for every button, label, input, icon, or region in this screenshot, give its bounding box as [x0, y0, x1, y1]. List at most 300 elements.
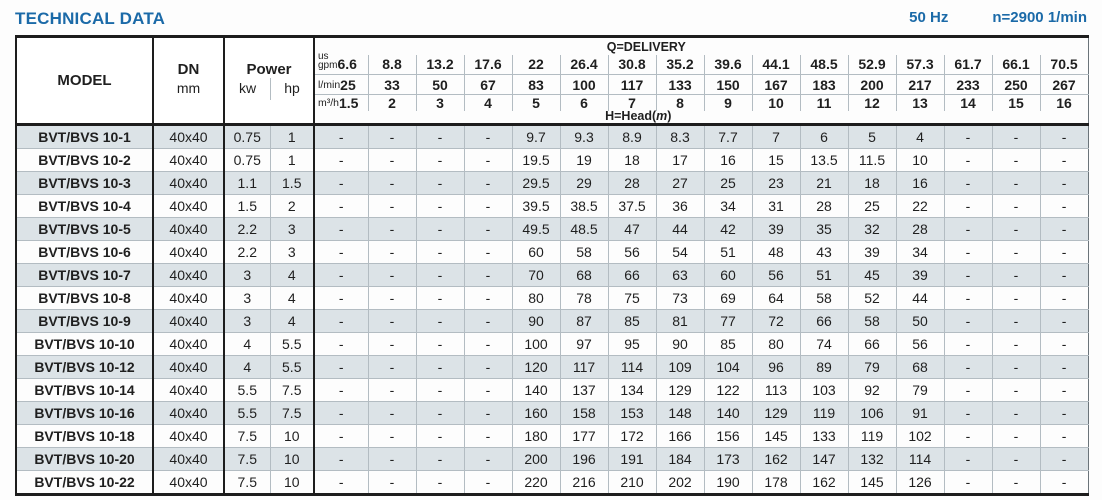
head-value-cell: - [1040, 401, 1088, 424]
delivery-m3h-unit-cell [315, 95, 368, 111]
head-value-cell: 80 [512, 286, 560, 309]
delivery-lmin-value: 250 [992, 75, 1040, 95]
head-value-cell: - [464, 424, 512, 447]
delivery-m3h-value: 5 [512, 95, 560, 112]
delivery-m3h-value: 6 [560, 95, 608, 112]
head-value-cell: 7.7 [704, 124, 752, 148]
head-value-cell: 10 [896, 148, 944, 171]
model-cell: BVT/BVS 10-18 [16, 424, 153, 447]
delivery-m3h-value: 11 [800, 95, 848, 112]
kw-cell: 7.5 [224, 470, 270, 494]
head-value-cell: 166 [656, 424, 704, 447]
head-value-cell: - [464, 124, 512, 148]
top-bar [0, 0, 1102, 35]
table-row [16, 124, 1088, 148]
head-value-cell: - [992, 171, 1040, 194]
head-value-cell: 160 [512, 401, 560, 424]
table-header [16, 37, 1088, 125]
head-value-cell: - [1040, 378, 1088, 401]
head-value-cell: - [944, 424, 992, 447]
kw-cell: 5.5 [224, 378, 270, 401]
delivery-gpm-value: 57.3 [896, 55, 944, 75]
dn-cell: 40x40 [153, 263, 224, 286]
head-value-cell: - [416, 217, 464, 240]
head-value-cell: 6 [800, 124, 848, 148]
head-value-cell: 56 [896, 332, 944, 355]
head-value-cell: 25 [848, 194, 896, 217]
head-value-cell: - [314, 217, 368, 240]
head-value-cell: 191 [608, 447, 656, 470]
head-value-cell: 32 [848, 217, 896, 240]
head-value-cell: - [368, 355, 416, 378]
head-value-cell: - [464, 286, 512, 309]
head-value-cell: 140 [704, 401, 752, 424]
hp-cell: 5.5 [270, 355, 314, 378]
table-row [16, 355, 1088, 378]
head-value-cell: - [368, 309, 416, 332]
head-value-cell: 85 [608, 309, 656, 332]
head-value-cell: - [992, 124, 1040, 148]
head-value-cell: 37.5 [608, 194, 656, 217]
head-value-cell: 129 [656, 378, 704, 401]
head-value-cell: 216 [560, 470, 608, 494]
delivery-gpm-value: 66.1 [992, 55, 1040, 75]
head-value-cell: 52 [848, 286, 896, 309]
kw-cell: 2.2 [224, 240, 270, 263]
head-value-cell: 56 [752, 263, 800, 286]
model-cell: BVT/BVS 10-14 [16, 378, 153, 401]
dn-cell: 40x40 [153, 378, 224, 401]
head-value-cell: - [464, 401, 512, 424]
head-value-cell: - [1040, 194, 1088, 217]
head-value-cell: - [1040, 286, 1088, 309]
head-value-cell: 137 [560, 378, 608, 401]
delivery-section-label: Q=DELIVERY [606, 39, 686, 54]
technical-data-table [15, 35, 1089, 496]
delivery-lmin-value: 33 [368, 75, 416, 95]
head-value-cell: 60 [704, 263, 752, 286]
head-value-cell: 28 [896, 217, 944, 240]
head-value-cell: - [314, 447, 368, 470]
head-value-cell: - [416, 194, 464, 217]
head-value-cell: 190 [704, 470, 752, 494]
head-value-cell: - [368, 470, 416, 494]
delivery-lmin-first-value: 25 [340, 76, 356, 93]
table-row [16, 309, 1088, 332]
head-value-cell: 89 [800, 355, 848, 378]
head-value-cell: - [464, 378, 512, 401]
kw-cell: 3 [224, 263, 270, 286]
power-column-header [224, 37, 314, 125]
dn-cell: 40x40 [153, 148, 224, 171]
model-cell: BVT/BVS 10-5 [16, 217, 153, 240]
head-value-cell: - [992, 217, 1040, 240]
head-value-cell: 39.5 [512, 194, 560, 217]
head-value-cell: 23 [752, 171, 800, 194]
table-row [16, 470, 1088, 494]
head-section-label: H=Head(m) [605, 109, 672, 123]
head-value-cell: - [416, 286, 464, 309]
lmin-unit-label: l/min [318, 78, 341, 91]
table-row [16, 332, 1088, 355]
head-value-cell: 47 [608, 217, 656, 240]
head-value-cell: 9.3 [560, 124, 608, 148]
head-value-cell: 63 [656, 263, 704, 286]
dn-cell: 40x40 [153, 194, 224, 217]
delivery-gpm-value: 48.5 [800, 55, 848, 75]
delivery-gpm-value: 17.6 [464, 55, 512, 75]
hp-cell: 10 [270, 424, 314, 447]
head-value-cell: - [314, 378, 368, 401]
delivery-gpm-value: 35.2 [656, 55, 704, 75]
head-value-cell: - [944, 194, 992, 217]
head-value-cell: - [368, 447, 416, 470]
head-value-cell: - [416, 378, 464, 401]
head-value-cell: - [464, 217, 512, 240]
head-value-cell: 16 [896, 171, 944, 194]
head-value-cell: - [416, 424, 464, 447]
kw-cell: 5.5 [224, 401, 270, 424]
head-value-cell: 103 [800, 378, 848, 401]
table-row [16, 217, 1088, 240]
head-value-cell: 66 [800, 309, 848, 332]
head-value-cell: 129 [752, 401, 800, 424]
hp-cell: 4 [270, 263, 314, 286]
head-value-cell: - [314, 309, 368, 332]
head-value-cell: 75 [608, 286, 656, 309]
head-value-cell: - [416, 171, 464, 194]
head-value-cell: - [464, 332, 512, 355]
model-cell: BVT/BVS 10-8 [16, 286, 153, 309]
kw-cell: 7.5 [224, 424, 270, 447]
head-value-cell: 184 [656, 447, 704, 470]
head-value-cell: 180 [512, 424, 560, 447]
head-value-cell: 9.7 [512, 124, 560, 148]
head-value-cell: 122 [704, 378, 752, 401]
kw-cell: 2.2 [224, 217, 270, 240]
head-value-cell: - [944, 263, 992, 286]
head-value-cell: 17 [656, 148, 704, 171]
head-value-cell: - [314, 171, 368, 194]
head-value-cell: 7 [752, 124, 800, 148]
head-value-cell: 120 [512, 355, 560, 378]
head-value-cell: - [992, 263, 1040, 286]
head-value-cell: - [1040, 217, 1088, 240]
dn-cell: 40x40 [153, 447, 224, 470]
head-value-cell: 78 [560, 286, 608, 309]
hp-cell: 1 [270, 148, 314, 171]
gpm-label: gpm [318, 59, 338, 71]
head-value-cell: 113 [752, 378, 800, 401]
table-row [16, 171, 1088, 194]
head-value-cell: - [1040, 148, 1088, 171]
head-value-cell: 8.3 [656, 124, 704, 148]
dn-cell: 40x40 [153, 424, 224, 447]
dn-label: DN [177, 60, 200, 78]
head-value-cell: - [944, 355, 992, 378]
head-value-cell: - [314, 470, 368, 494]
delivery-lmin-value: 100 [560, 75, 608, 95]
model-cell: BVT/BVS 10-12 [16, 355, 153, 378]
delivery-lmin-value: 117 [608, 75, 656, 95]
head-value-cell: - [992, 401, 1040, 424]
head-value-cell: - [944, 240, 992, 263]
delivery-m3h-value: 7 [608, 95, 656, 112]
head-value-cell: 79 [848, 355, 896, 378]
head-value-cell: - [314, 194, 368, 217]
head-value-cell: 68 [896, 355, 944, 378]
head-value-cell: 25 [704, 171, 752, 194]
hp-cell: 5.5 [270, 332, 314, 355]
delivery-m3h-value: 14 [944, 95, 992, 112]
table-row [16, 401, 1088, 424]
delivery-m3h-value: 8 [656, 95, 704, 112]
head-value-cell: 8.9 [608, 124, 656, 148]
head-value-cell: 109 [656, 355, 704, 378]
head-value-cell: 119 [800, 401, 848, 424]
model-cell: BVT/BVS 10-9 [16, 309, 153, 332]
table-body [16, 124, 1088, 494]
dn-cell: 40x40 [153, 401, 224, 424]
head-value-cell: 80 [752, 332, 800, 355]
head-value-cell: 43 [800, 240, 848, 263]
head-value-cell: 66 [608, 263, 656, 286]
head-value-cell: 210 [608, 470, 656, 494]
head-value-cell: 21 [800, 171, 848, 194]
model-cell: BVT/BVS 10-7 [16, 263, 153, 286]
head-value-cell: 66 [848, 332, 896, 355]
head-value-cell: - [416, 332, 464, 355]
head-value-cell: - [314, 401, 368, 424]
head-value-cell: - [944, 124, 992, 148]
head-value-cell: 11.5 [848, 148, 896, 171]
model-cell: BVT/BVS 10-4 [16, 194, 153, 217]
kw-cell: 1.1 [224, 171, 270, 194]
delivery-gpm-value [314, 50, 368, 75]
head-value-cell: - [464, 447, 512, 470]
head-value-cell: 96 [752, 355, 800, 378]
head-value-cell: - [416, 309, 464, 332]
model-column-header: MODEL [16, 37, 153, 125]
delivery-lmin-value: 67 [464, 75, 512, 95]
head-value-cell: - [368, 401, 416, 424]
head-value-cell: 5 [848, 124, 896, 148]
head-value-cell: - [944, 470, 992, 494]
head-value-cell: - [944, 217, 992, 240]
head-value-cell: - [464, 355, 512, 378]
dn-cell: 40x40 [153, 309, 224, 332]
table-row [16, 148, 1088, 171]
head-value-cell: - [944, 447, 992, 470]
head-value-cell: 77 [704, 309, 752, 332]
head-value-cell: 39 [752, 217, 800, 240]
head-value-cell: 70 [512, 263, 560, 286]
delivery-gpm-value: 30.8 [608, 55, 656, 75]
head-value-cell: 85 [704, 332, 752, 355]
m3h-unit-label: m³/h [318, 97, 339, 109]
head-value-cell: - [368, 263, 416, 286]
head-value-cell: - [314, 124, 368, 148]
head-value-cell: 87 [560, 309, 608, 332]
head-value-cell: 162 [752, 447, 800, 470]
head-value-cell: 106 [848, 401, 896, 424]
hp-cell: 7.5 [270, 378, 314, 401]
delivery-lmin-value: 233 [944, 75, 992, 95]
model-cell: BVT/BVS 10-16 [16, 401, 153, 424]
head-value-cell: - [1040, 263, 1088, 286]
head-value-cell: - [944, 171, 992, 194]
head-value-cell: 39 [896, 263, 944, 286]
head-value-cell: 38.5 [560, 194, 608, 217]
delivery-gpm-value: 26.4 [560, 55, 608, 75]
head-value-cell: 44 [656, 217, 704, 240]
head-value-cell: - [368, 332, 416, 355]
table-row [16, 424, 1088, 447]
head-value-cell: - [416, 401, 464, 424]
hp-cell: 3 [270, 240, 314, 263]
head-value-cell: 15 [752, 148, 800, 171]
head-value-cell: - [314, 332, 368, 355]
delivery-gpm-value: 61.7 [944, 55, 992, 75]
head-value-cell: 81 [656, 309, 704, 332]
dn-column-header [153, 37, 224, 125]
head-value-cell: 126 [896, 470, 944, 494]
head-value-cell: - [464, 240, 512, 263]
head-value-cell: - [416, 447, 464, 470]
head-value-cell: 132 [848, 447, 896, 470]
head-value-cell: 22 [896, 194, 944, 217]
head-value-cell: 56 [608, 240, 656, 263]
head-value-cell: - [464, 171, 512, 194]
table-row [16, 447, 1088, 470]
delivery-lmin-value: 200 [848, 75, 896, 95]
head-value-cell: - [1040, 240, 1088, 263]
head-value-cell: 156 [704, 424, 752, 447]
head-value-cell: - [944, 286, 992, 309]
table-row [16, 240, 1088, 263]
hp-cell: 1 [270, 124, 314, 148]
head-value-cell: - [944, 401, 992, 424]
head-value-cell: 162 [800, 470, 848, 494]
head-value-cell: - [314, 424, 368, 447]
head-value-cell: 48 [752, 240, 800, 263]
head-value-cell: - [416, 124, 464, 148]
head-value-cell: 95 [608, 332, 656, 355]
head-value-cell: 74 [800, 332, 848, 355]
head-value-cell: 97 [560, 332, 608, 355]
head-value-cell: 42 [704, 217, 752, 240]
head-value-cell: 134 [608, 378, 656, 401]
head-value-cell: 148 [656, 401, 704, 424]
head-value-cell: - [1040, 447, 1088, 470]
delivery-gpm-value: 39.6 [704, 55, 752, 75]
head-value-cell: 48.5 [560, 217, 608, 240]
delivery-lmin-value: 150 [704, 75, 752, 95]
kw-cell: 1.5 [224, 194, 270, 217]
delivery-lmin-value: 183 [800, 75, 848, 95]
page-title: TECHNICAL DATA [15, 9, 166, 28]
kw-cell: 7.5 [224, 447, 270, 470]
head-value-cell: - [464, 194, 512, 217]
dn-cell: 40x40 [153, 332, 224, 355]
head-value-cell: 90 [512, 309, 560, 332]
model-cell: BVT/BVS 10-20 [16, 447, 153, 470]
head-value-cell: - [992, 424, 1040, 447]
head-value-cell: 147 [800, 447, 848, 470]
head-value-cell: - [314, 286, 368, 309]
operating-conditions [909, 9, 1087, 26]
head-value-cell: 79 [896, 378, 944, 401]
head-value-cell: 29 [560, 171, 608, 194]
head-value-cell: - [314, 355, 368, 378]
head-value-cell: 114 [896, 447, 944, 470]
head-value-cell: 68 [560, 263, 608, 286]
head-value-cell: 36 [656, 194, 704, 217]
delivery-gpm-value: 8.8 [368, 55, 416, 75]
head-value-cell: 50 [896, 309, 944, 332]
dn-cell: 40x40 [153, 470, 224, 494]
head-value-cell: - [1040, 470, 1088, 494]
head-value-cell: - [944, 309, 992, 332]
head-value-cell: 91 [896, 401, 944, 424]
speed-label: n=2900 1/min [992, 9, 1087, 26]
head-value-cell: - [416, 470, 464, 494]
table-row [16, 378, 1088, 401]
head-value-cell: - [992, 355, 1040, 378]
head-value-cell: 196 [560, 447, 608, 470]
delivery-lmin-value: 217 [896, 75, 944, 95]
head-value-cell: 220 [512, 470, 560, 494]
delivery-m3h-value: 16 [1056, 95, 1072, 111]
head-value-cell: 172 [608, 424, 656, 447]
head-value-cell: - [992, 286, 1040, 309]
delivery-gpm-value: 22 [512, 55, 560, 75]
head-value-cell: - [944, 332, 992, 355]
head-value-cell: 178 [752, 470, 800, 494]
delivery-gpm-value: 13.2 [416, 55, 464, 75]
head-value-cell: 200 [512, 447, 560, 470]
delivery-lmin-value: 50 [416, 75, 464, 95]
head-value-cell: 34 [896, 240, 944, 263]
head-value-cell: 173 [704, 447, 752, 470]
dn-cell: 40x40 [153, 171, 224, 194]
head-value-cell: 64 [752, 286, 800, 309]
head-value-cell: 45 [848, 263, 896, 286]
head-value-cell: - [1040, 171, 1088, 194]
hp-cell: 10 [270, 447, 314, 470]
head-value-cell: 92 [848, 378, 896, 401]
head-value-cell: 28 [608, 171, 656, 194]
head-value-cell: - [368, 217, 416, 240]
head-value-cell: 90 [656, 332, 704, 355]
power-label: Power [246, 60, 292, 78]
delivery-m3h-value: 15 [992, 95, 1040, 112]
head-value-cell: 49.5 [512, 217, 560, 240]
head-value-cell: 69 [704, 286, 752, 309]
head-value-cell: 145 [848, 470, 896, 494]
head-value-cell: 18 [608, 148, 656, 171]
head-value-cell: - [992, 194, 1040, 217]
delivery-lmin-unit-cell [315, 77, 368, 93]
head-value-cell: - [992, 447, 1040, 470]
delivery-m3h-value: 2 [368, 95, 416, 112]
dn-unit-label: mm [176, 79, 201, 96]
head-value-cell: 4 [896, 124, 944, 148]
delivery-gpm-value: 44.1 [752, 55, 800, 75]
dn-cell: 40x40 [153, 240, 224, 263]
head-value-cell: 54 [656, 240, 704, 263]
head-value-cell: 51 [800, 263, 848, 286]
